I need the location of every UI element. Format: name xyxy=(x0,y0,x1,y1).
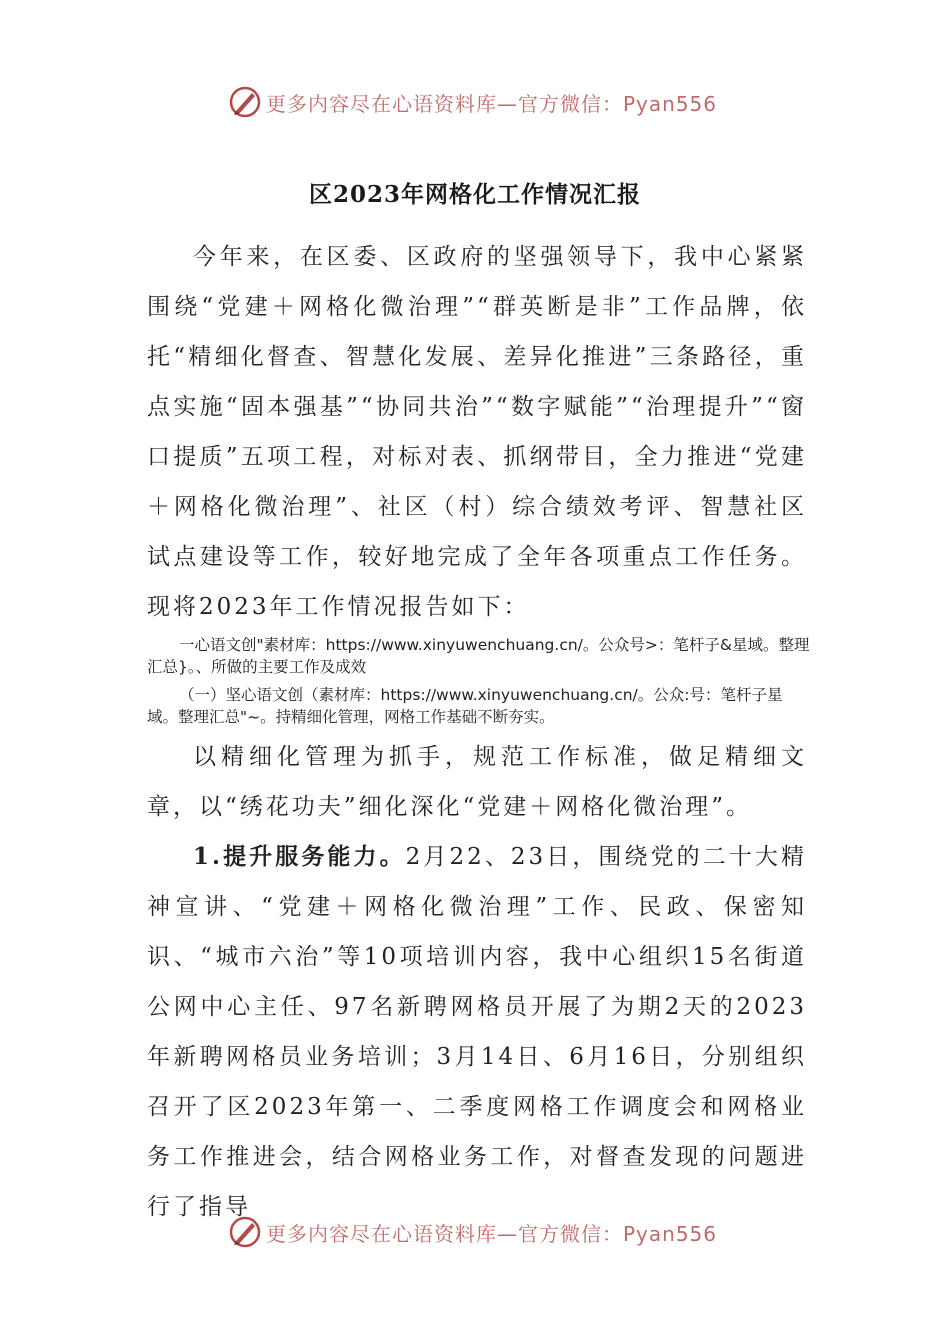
note-2-text: （一）坚心语文创（素材库：https://www.xinyuwenchuang.cn/。公众:号：笔杆子星域。整理汇总"~。持精细化管理，网格工作基础不断夯实。 xyxy=(147,686,783,726)
intro-paragraph: 今年来，在区委、区政府的坚强领导下，我中心紧紧围绕“党建＋网格化微治理”“群英断是非”工作品牌，依托“精细化督查、智慧化发展、差异化推进”三条路径，重点实施“固本强基”“协同共治”“数字赋能”“治理提升”“窗口提质”五项工程，对标对表、抓纲带目，全力推进“党建＋网格化微治理”、社区（村）综合绩效考评、智慧社区试点建设等工作，较好地完成了全年各项重点工作任务。现将2023年工作情况报告如下： xyxy=(147,244,807,620)
watermark-banner-bottom xyxy=(228,1212,748,1252)
paragraph-management: 以精细化管理为抓手，规范工作标准，做足精细文章，以“绣花功夫”细化深化“党建＋网格化微治理”。 xyxy=(147,744,807,820)
watermark-text: 更多内容尽在心语资料库—官方微信：Pyan556 xyxy=(266,1221,718,1246)
watermark-banner-top xyxy=(228,82,748,122)
document-title: 区2023年网格化工作情况汇报 xyxy=(308,181,641,208)
pen-logo-icon xyxy=(228,85,262,119)
item-1-heading: 1.提升服务能力。 xyxy=(193,843,406,870)
pen-logo-icon xyxy=(228,1215,262,1249)
note-1-text: 一心语文创"素材库：https://www.xinyuwenchuang.cn/。公众号>：笔杆子&星域。整理汇总}。、所做的主要工作及成效 xyxy=(147,636,810,676)
inserted-note-2 xyxy=(147,684,812,728)
watermark-text: 更多内容尽在心语资料库—官方微信：Pyan556 xyxy=(266,91,718,116)
item-1-body: 2月22、23日，围绕党的二十大精神宣讲、“党建＋网格化微治理”工作、民政、保密知识、“城市六治”等10项培训内容，我中心组织15名街道公网中心主任、97名新聘网格员开展了为期2天的2023年新聘网格员业务培训；3月14日、6月16日，分别组织召开了区2023年第一、二季度网格工作调度会和网格业务工作推进会，结合网格业务工作，对督查发现的问题进行了指导 xyxy=(147,844,807,1220)
inserted-note-1 xyxy=(147,634,812,678)
item-1-paragraph xyxy=(147,832,807,1232)
